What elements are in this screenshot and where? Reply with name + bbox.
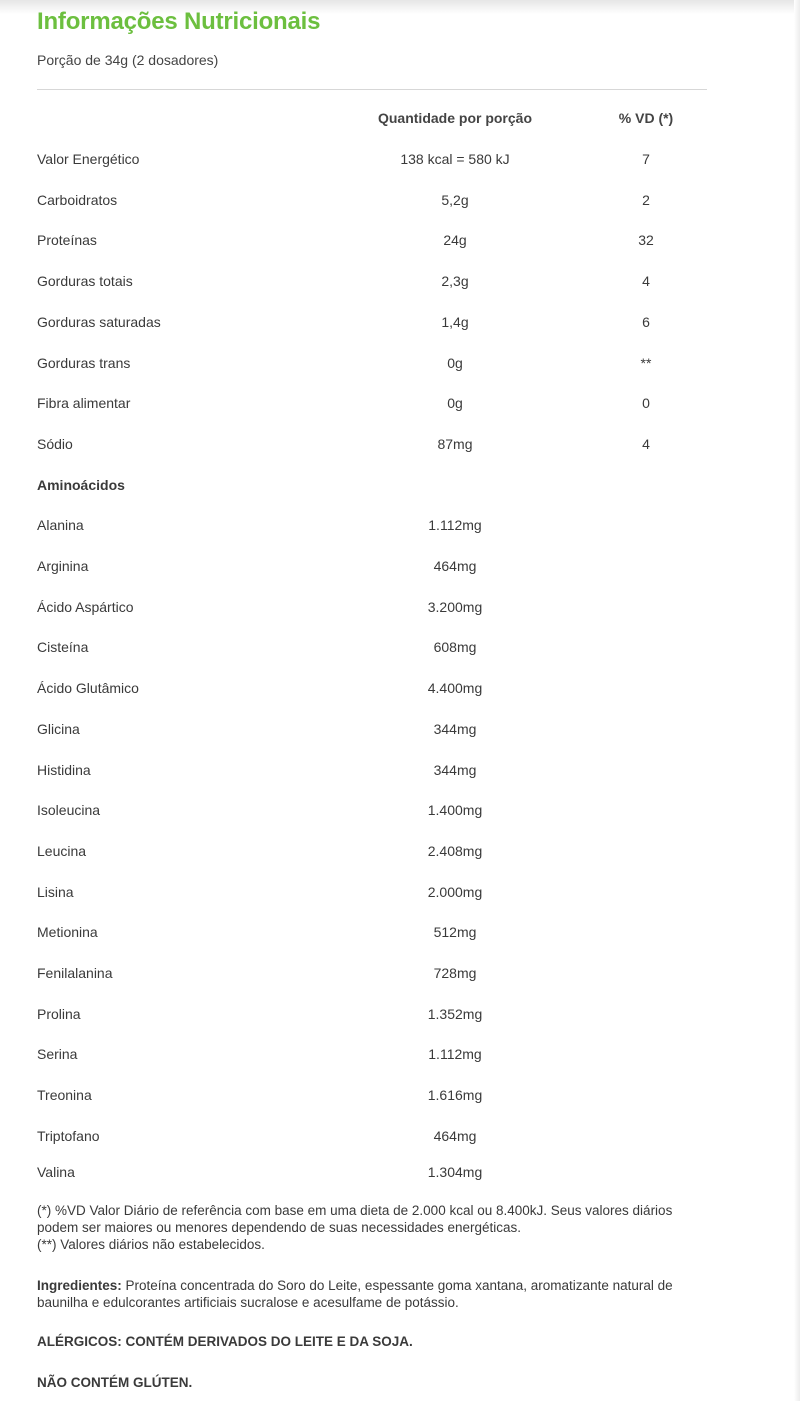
aminoacid-label: Histidina [37, 761, 91, 778]
aminoacid-row: Cisteína 608mg [37, 639, 477, 656]
nutrient-label: Gorduras trans [37, 354, 131, 371]
aminoacid-label: Fenilalanina [37, 965, 113, 981]
footnotes [37, 1202, 707, 1253]
vd-footnote: (*) %VD Valor Diário de referência com base em uma dieta de 2.000 kcal ou 8.400kJ. Seus valores diários podem ser maiores ou menores dependendo de suas necessidades energéticas. [37, 1203, 673, 1235]
aminoacid-label: Ácido Aspártico [37, 598, 134, 615]
ingredients-label: Ingredientes: [37, 1278, 122, 1293]
nutrient-row: Gorduras saturadas 1,4g 6 [37, 313, 650, 330]
nutrient-label: Carboidratos [37, 191, 118, 208]
aminoacids-heading: Aminoácidos [37, 476, 125, 493]
aminoacid-row: Ácido Aspártico 3.200mg [37, 598, 483, 615]
nutrient-row: Gorduras totais 2,3g 4 [37, 273, 650, 290]
ingredients [37, 1277, 717, 1311]
aminoacid-label: Alanina [37, 517, 84, 534]
portion-size: Porção de 34g (2 dosadores) [37, 52, 219, 68]
aminoacid-row: Metionina 512mg [37, 924, 477, 941]
divider [37, 89, 707, 90]
nutrient-row: Carboidratos 5,2g 2 [37, 191, 650, 208]
page-title: Informações Nutricionais [37, 8, 321, 35]
aminoacid-label: Leucina [37, 842, 87, 859]
nutrient-row: Sódio 87mg 4 [37, 435, 650, 452]
nutrient-label: Sódio [37, 435, 73, 452]
nutrient-label: Gorduras saturadas [37, 313, 161, 330]
aminoacid-row: Triptofano 464mg [37, 1127, 477, 1144]
nutrient-label: Fibra alimentar [37, 395, 131, 412]
nutrient-row: Fibra alimentar 0g 0 [37, 395, 650, 412]
nutrient-label: Valor Energético [37, 151, 140, 167]
table-header: Quantidade por porção % VD (*) [377, 110, 674, 126]
aminoacid-row: Isoleucina 1.400mg [37, 802, 483, 819]
aminoacid-row: Arginina 464mg [37, 558, 477, 574]
aminoacid-label: Serina [37, 1046, 78, 1063]
aminoacid-row: Treonina 1.616mg [37, 1087, 483, 1104]
ingredients-text: Proteína concentrada do Soro do Leite, espessante goma xantana, aromatizante natural de baunilha e edulcorantes artificiais sucralose e acesulfame de potássio. [37, 1278, 673, 1310]
aminoacid-label: Treonina [37, 1087, 92, 1104]
aminoacid-row: Histidina 344mg [37, 761, 477, 778]
nutrient-row: Valor Energético 138 kcal = 580 kJ 7 [37, 151, 650, 167]
aminoacid-row: Serina 1.112mg [37, 1046, 482, 1063]
aminoacid-label: Ácido Glutâmico [37, 680, 139, 697]
nutrient-label: Gorduras totais [37, 273, 133, 290]
aminoacid-label: Lisina [37, 883, 74, 900]
aminoacid-label: Metionina [37, 924, 98, 941]
allergen-warning: ALÉRGICOS: CONTÉM DERIVADOS DO LEITE E DA SOJA. [37, 1334, 413, 1349]
nutrient-row: Proteínas 24g 32 [37, 232, 654, 249]
aminoacid-row: Prolina 1.352mg [37, 1005, 483, 1022]
aminoacid-row: Ácido Glutâmico 4.400mg [37, 680, 483, 697]
aminoacid-row: Glicina 344mg [37, 720, 477, 737]
aminoacid-row: Leucina 2.408mg [37, 842, 483, 859]
nutrient-label: Proteínas [37, 232, 97, 249]
aminoacid-label: Prolina [37, 1005, 81, 1022]
aminoacid-label: Cisteína [37, 639, 89, 656]
nutrient-row: Gorduras trans 0g ** [37, 354, 652, 371]
aminoacid-row: Lisina 2.000mg [37, 883, 483, 900]
aminoacid-label: Arginina [37, 558, 89, 574]
aminoacid-label: Valina [37, 1163, 75, 1180]
gluten-warning: NÃO CONTÉM GLÚTEN. [37, 1375, 193, 1390]
aminoacid-label: Isoleucina [37, 802, 101, 819]
not-established-footnote: (**) Valores diários não estabelecidos. [37, 1237, 265, 1252]
aminoacid-label: Triptofano [37, 1127, 100, 1144]
aminoacid-row: Valina 1.304mg [37, 1163, 483, 1180]
aminoacid-row: Alanina 1.112mg [37, 517, 482, 534]
aminoacid-label: Glicina [37, 720, 80, 737]
aminoacid-row: Fenilalanina 728mg [37, 965, 477, 981]
